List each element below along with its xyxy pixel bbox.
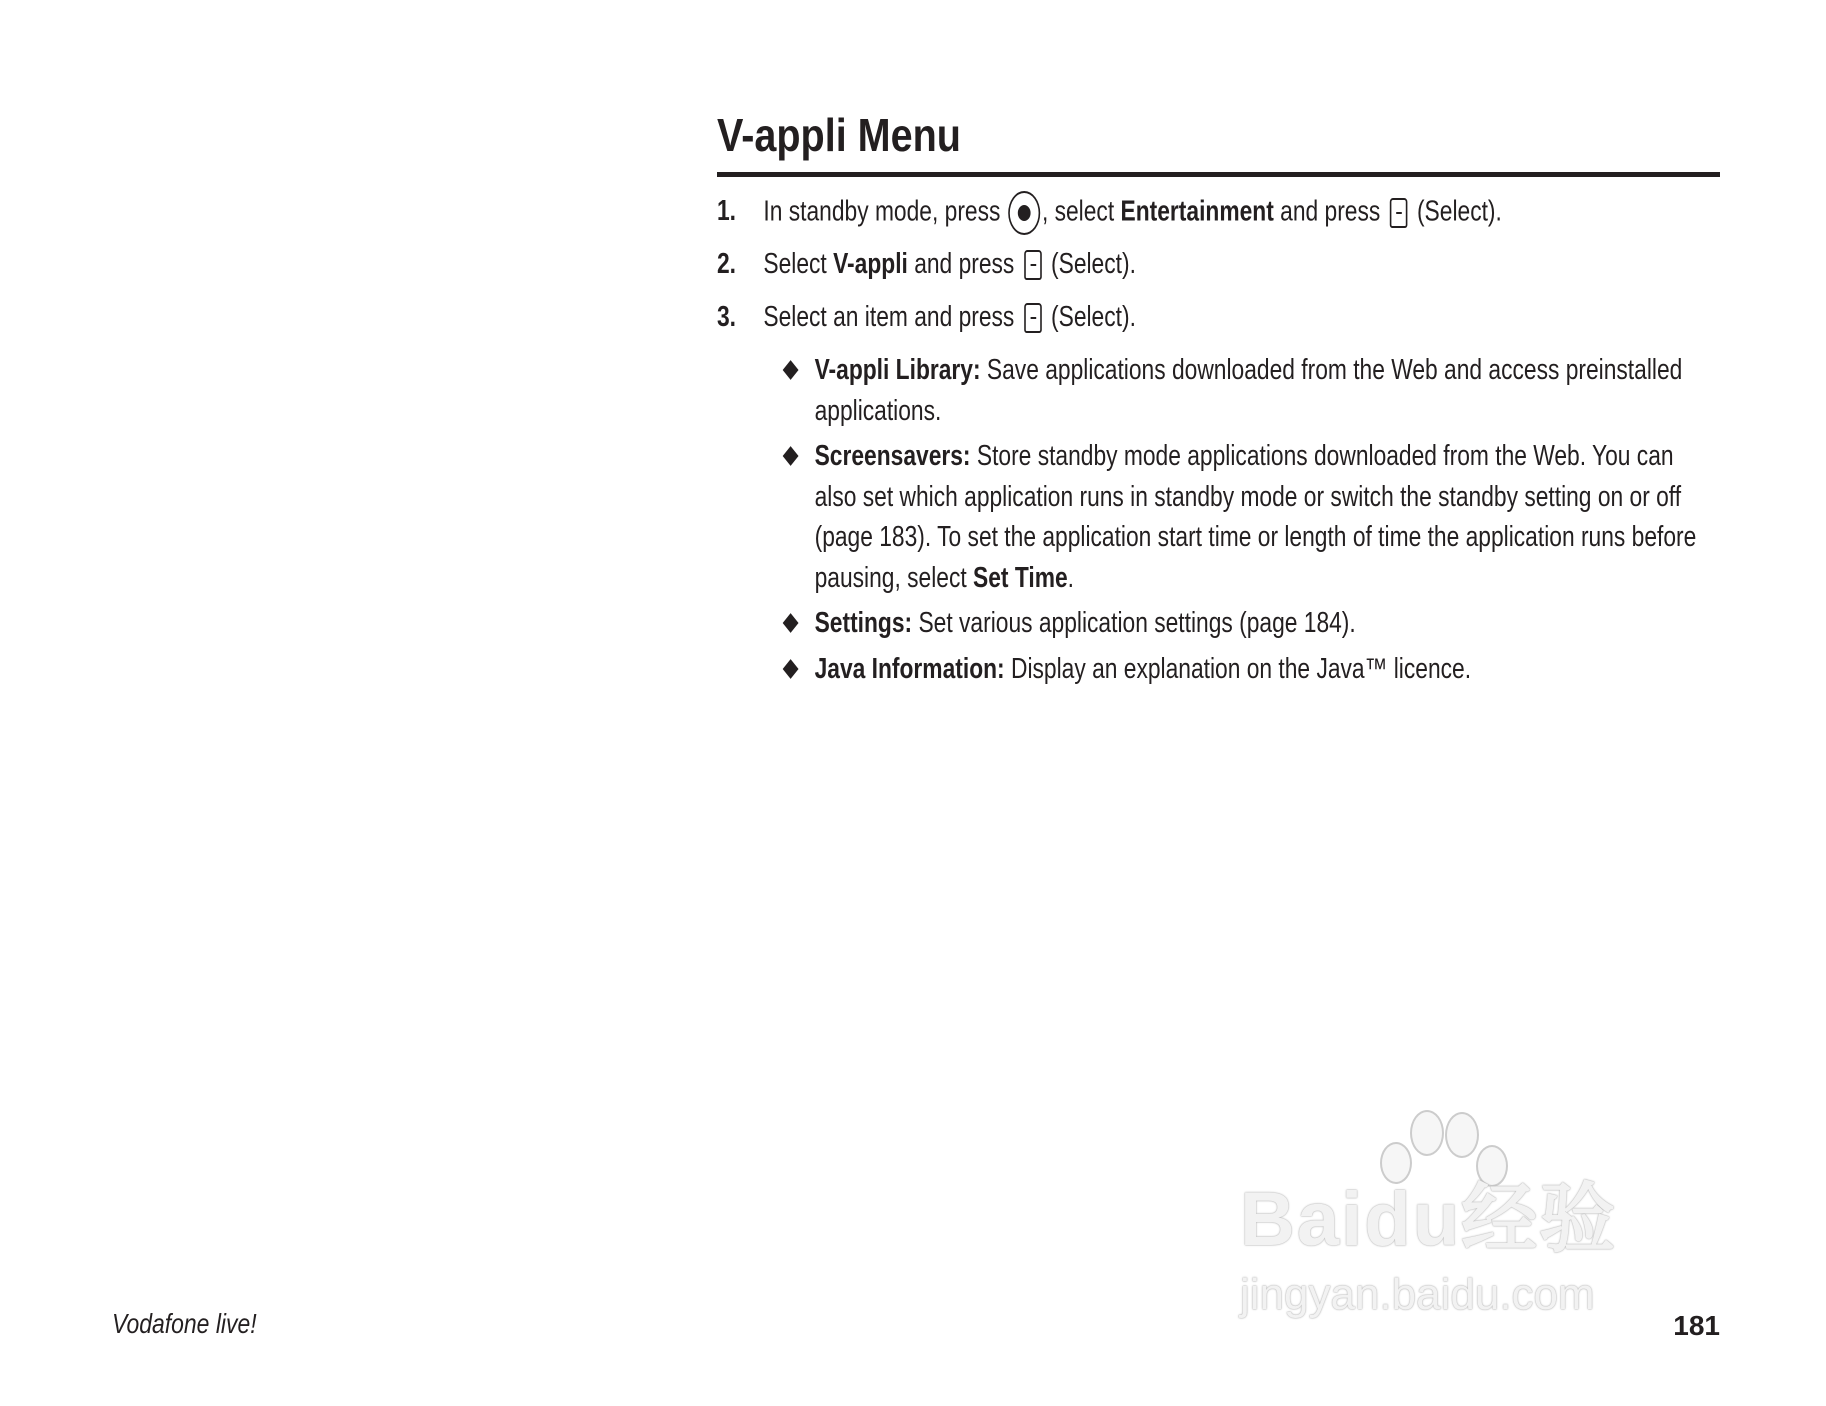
soft-key-icon — [1024, 250, 1042, 280]
diamond-bullet-icon — [783, 659, 799, 679]
step-3: 3. Select an item and press (Select). — [717, 301, 1136, 333]
page-content — [717, 108, 1720, 694]
center-select-key-icon — [1008, 191, 1040, 235]
baidu-watermark: Baidu经验 jingyan.baidu.com — [1230, 1110, 1650, 1330]
bullet-screensavers: Screensavers: Store standby mode applications downloaded from the Web. You can also set which application runs in standby mode or switch the standby setting on or off (page 183). To set the application start time or length of time the application runs before pausing, select Set Time. — [785, 436, 1720, 598]
step-2: 2. Select V-appli and press (Select). — [717, 248, 1136, 280]
page-number: 181 — [1673, 1310, 1720, 1341]
diamond-bullet-icon — [783, 613, 799, 633]
bullet-java-information: Java Information: Display an explanation on the Java™ licence. — [785, 649, 1720, 690]
footer-section-title: Vodafone live! — [112, 1308, 257, 1339]
bullet-v-appli-library: V-appli Library: Save applications downloaded from the Web and access preinstalled applications. — [785, 350, 1720, 431]
diamond-bullet-icon — [783, 360, 799, 380]
page-title: V-appli Menu — [717, 109, 961, 161]
paw-icon — [1445, 1112, 1479, 1158]
steps-list — [717, 191, 1720, 350]
title-rule — [717, 172, 1720, 177]
bullet-settings: Settings: Set various application settings (page 184). — [785, 603, 1720, 644]
step-1: 1. In standby mode, press , select Entertainment and press (Select). — [717, 191, 1720, 244]
soft-key-icon — [1390, 198, 1408, 228]
menu-items-list — [785, 350, 1720, 689]
paw-icon — [1410, 1110, 1444, 1156]
soft-key-icon — [1024, 303, 1042, 333]
diamond-bullet-icon — [783, 446, 799, 466]
